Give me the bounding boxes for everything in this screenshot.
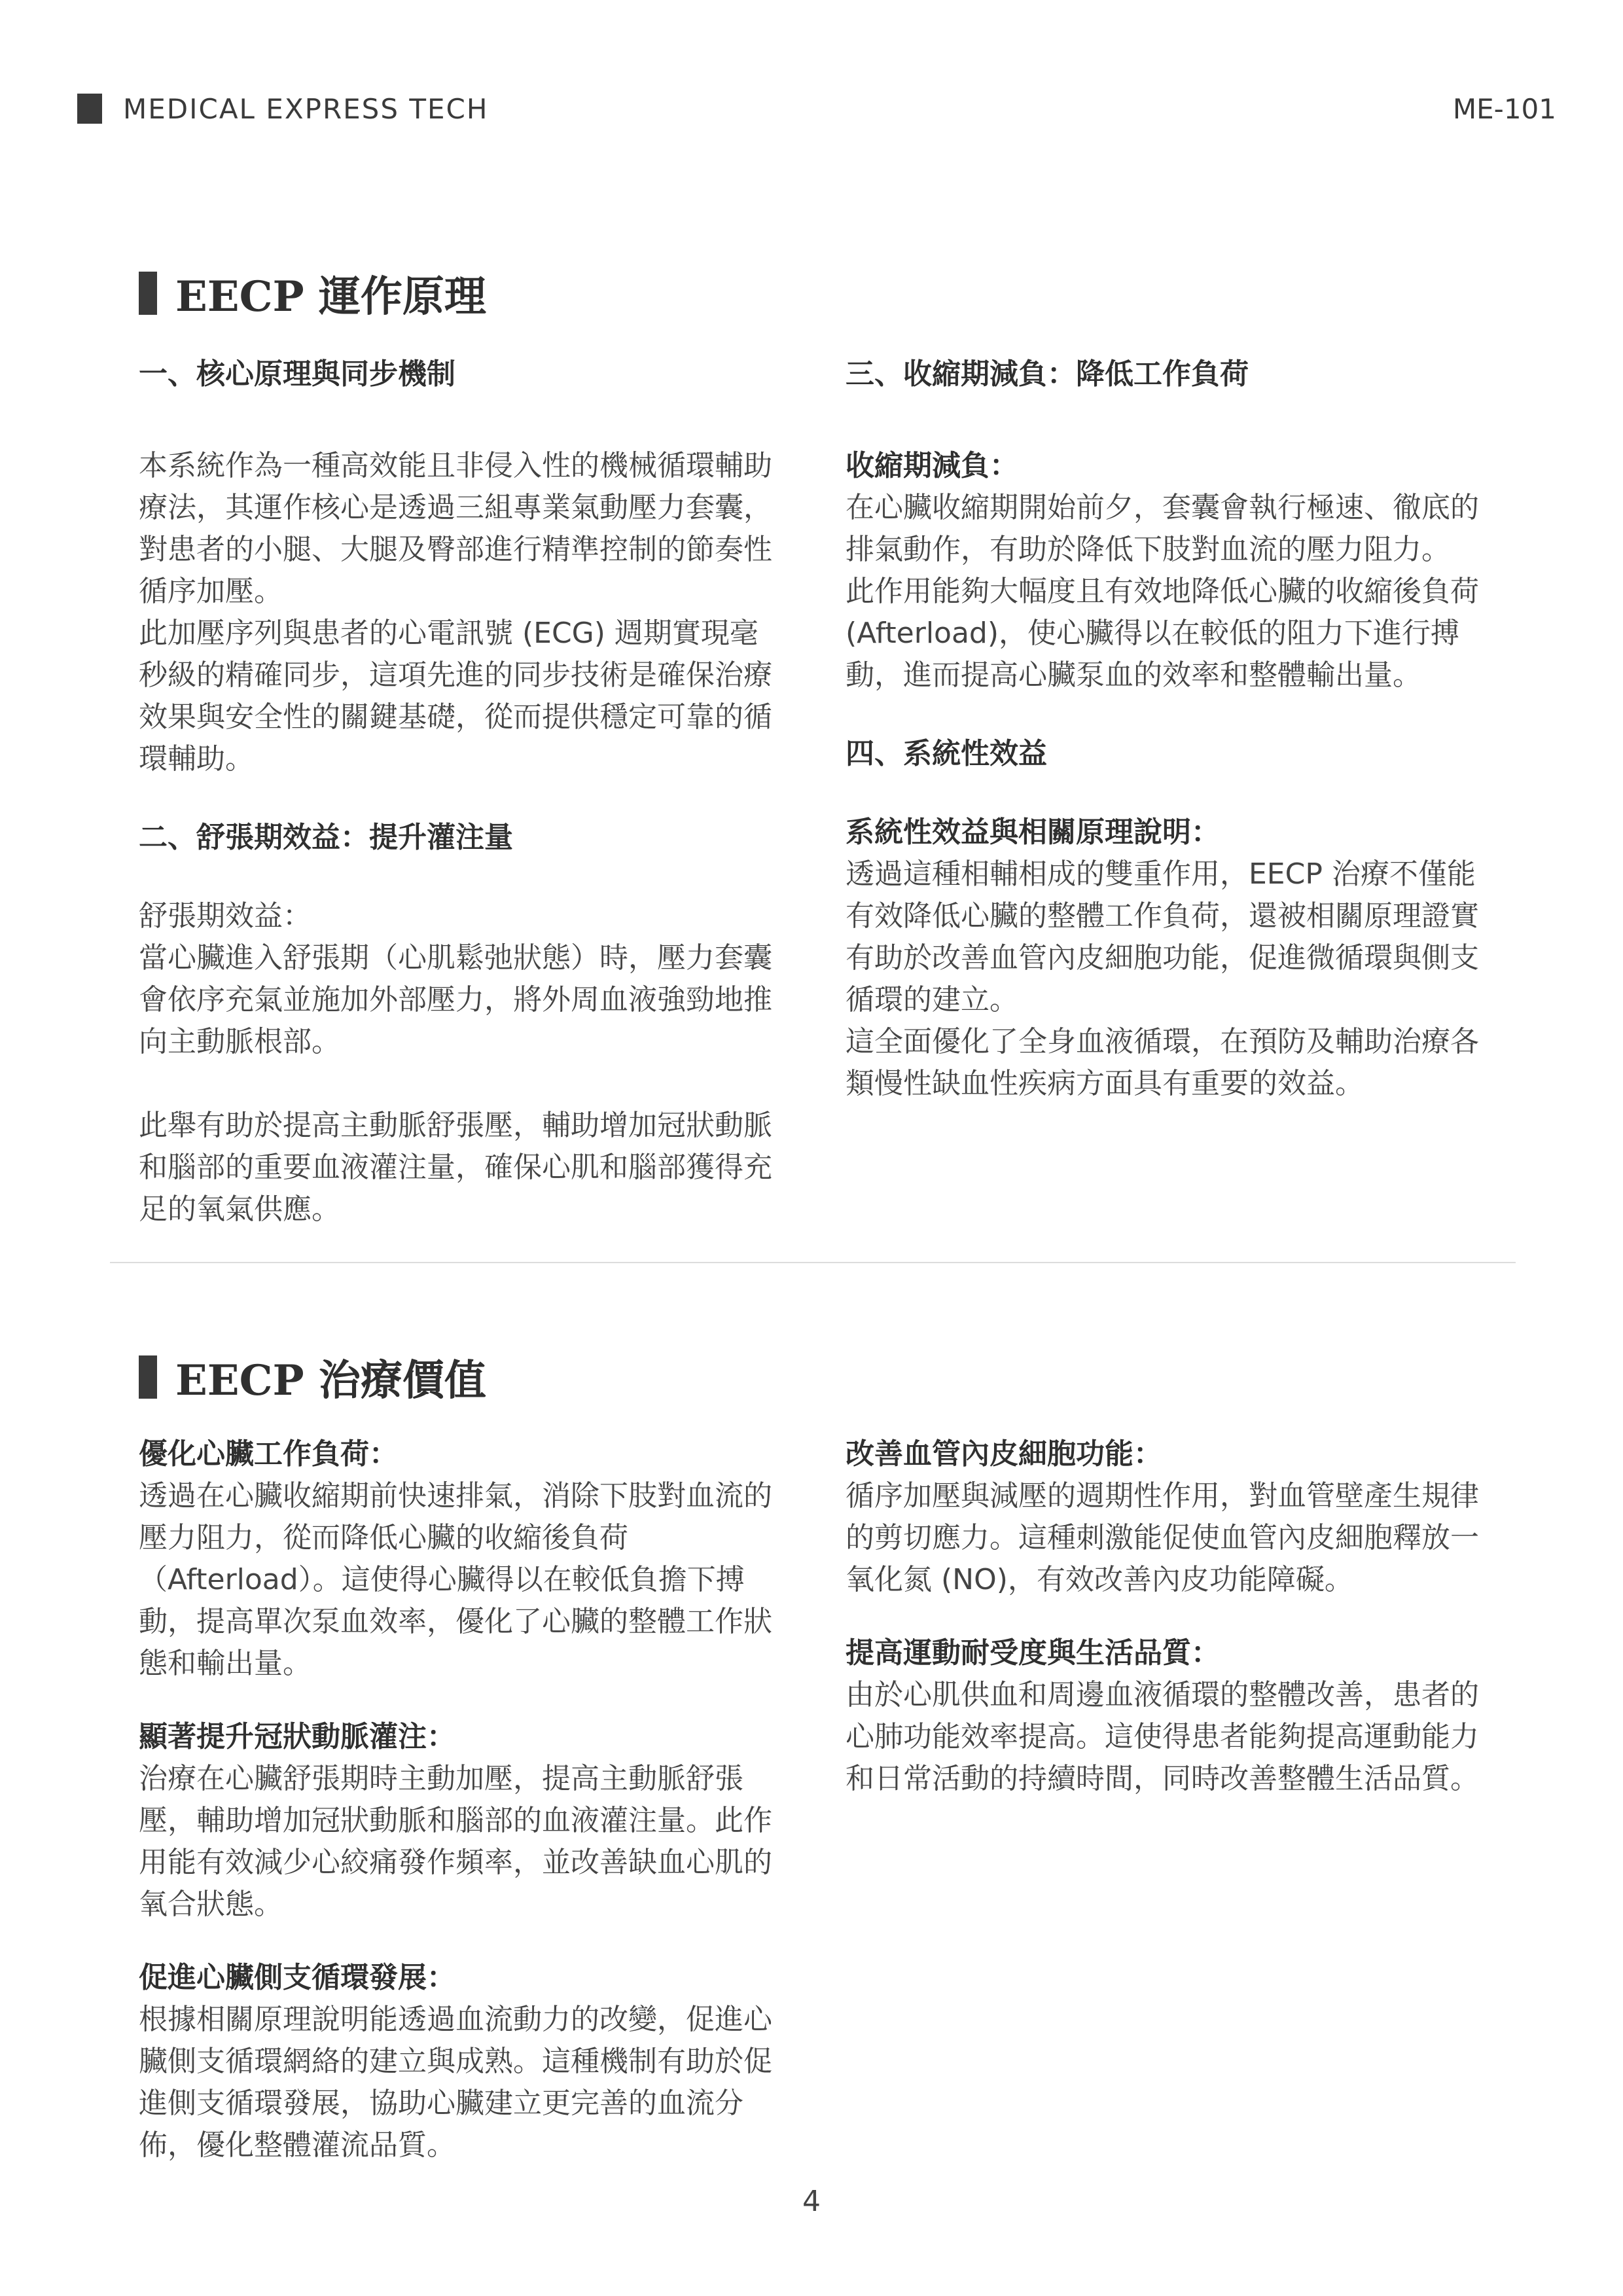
- paragraph: 本系統作為一種高效能且非侵入性的機械循環輔助療法，其運作核心是透過三組專業氣動壓力套囊，對患者的小腿、大腿及臀部進行精準控制的節奏性循序加壓。: [139, 449, 772, 608]
- paragraph: 當心臟進入舒張期（心肌鬆弛狀態）時，壓力套囊會依序充氣並施加外部壓力，將外周血液強勁地推向主動脈根部。: [139, 941, 772, 1058]
- brand-square-icon: [77, 94, 102, 124]
- section-title-value: [139, 1347, 486, 1407]
- label-workload: 優化心臟工作負荷：: [139, 1437, 398, 1471]
- label-exercise: 提高運動耐受度與生活品質：: [846, 1636, 1220, 1670]
- paragraph: 透過這種相輔相成的雙重作用，EECP 治療不僅能有效降低心臟的整體工作負荷，還被相關原理證實有助於改善血管內皮細胞功能，促進微循環與側支循環的建立。: [846, 857, 1479, 1016]
- title-bar-icon: [139, 1355, 157, 1399]
- paragraph: 根據相關原理說明能透過血流動力的改變，促進心臟側支循環網絡的建立與成熟。這種機制有助於促進側支循環發展，協助心臟建立更完善的血流分佈，優化整體灌流品質。: [139, 2003, 772, 2162]
- document-code: ME-101: [1452, 92, 1556, 125]
- section-heading: EECP 治療價值: [175, 1356, 486, 1405]
- subheading-systolic: 三、收縮期減負：降低工作負荷: [846, 357, 1249, 391]
- paragraph: 循序加壓與減壓的週期性作用，對血管壁產生規律的剪切應力。這種刺激能促使血管內皮細胞釋放一氧化氮 (NO)，有效改善內皮功能障礙。: [846, 1479, 1479, 1596]
- value-right-column: [846, 1433, 1493, 1800]
- paragraph: 在心臟收縮期開始前夕，套囊會執行極速、徹底的排氣動作，有助於降低下肢對血流的壓力阻力。: [846, 491, 1479, 566]
- label-systolic: 收縮期減負：: [846, 449, 1018, 482]
- brand: [77, 92, 488, 126]
- label-diastolic: 舒張期效益：: [139, 899, 312, 933]
- principle-left-column: [139, 353, 787, 1230]
- title-bar-icon: [139, 272, 157, 315]
- subheading-diastolic: 二、舒張期效益：提升灌注量: [139, 821, 513, 854]
- paragraph: 此舉有助於提高主動脈舒張壓，輔助增加冠狀動脈和腦部的重要血液灌注量，確保心肌和腦部獲得充足的氧氣供應。: [139, 1109, 772, 1226]
- label-coronary: 顯著提升冠狀動脈灌注：: [139, 1720, 455, 1753]
- paragraph: 透過在心臟收縮期前快速排氣，消除下肢對血流的壓力阻力，從而降低心臟的收縮後負荷（Afterload）。這使得心臟得以在較低負擔下搏動，提高單次泵血效率，優化了心臟的整體工作狀態和輸出量。: [139, 1479, 772, 1680]
- page-header: [77, 92, 1556, 126]
- section-title-principle: [139, 263, 486, 323]
- label-endothelial: 改善血管內皮細胞功能：: [846, 1437, 1162, 1471]
- paragraph: 由於心肌供血和周邊血液循環的整體改善，患者的心肺功能效率提高。這使得患者能夠提高運動能力和日常活動的持續時間，同時改善整體生活品質。: [846, 1678, 1479, 1795]
- brand-name: MEDICAL EXPRESS TECH: [123, 92, 489, 125]
- paragraph: 此作用能夠大幅度且有效地降低心臟的收縮後負荷 (Afterload)，使心臟得以在較低的阻力下進行搏動，進而提高心臟泵血的效率和整體輸出量。: [846, 575, 1479, 692]
- section-heading: EECP 運作原理: [175, 272, 486, 321]
- principle-right-column: [846, 353, 1493, 1105]
- label-systemic: 系統性效益與相關原理說明：: [846, 816, 1220, 849]
- paragraph: 此加壓序列與患者的心電訊號 (ECG) 週期實現毫秒級的精確同步，這項先進的同步技術是確保治療效果與安全性的關鍵基礎，從而提供穩定可靠的循環輔助。: [139, 617, 772, 776]
- subheading-systemic: 四、系統性效益: [846, 737, 1047, 770]
- label-collateral: 促進心臟側支循環發展：: [139, 1961, 455, 1994]
- section-divider: [110, 1262, 1516, 1263]
- subheading-core-principle: 一、核心原理與同步機制: [139, 357, 455, 391]
- value-left-column: [139, 1433, 787, 2166]
- paragraph: 這全面優化了全身血液循環，在預防及輔助治療各類慢性缺血性疾病方面具有重要的效益。: [846, 1025, 1479, 1100]
- paragraph: 治療在心臟舒張期時主動加壓，提高主動脈舒張壓，輔助增加冠狀動脈和腦部的血液灌注量。此作用能有效減少心絞痛發作頻率，並改善缺血心肌的氧合狀態。: [139, 1762, 772, 1921]
- page-number: 4: [802, 2185, 821, 2218]
